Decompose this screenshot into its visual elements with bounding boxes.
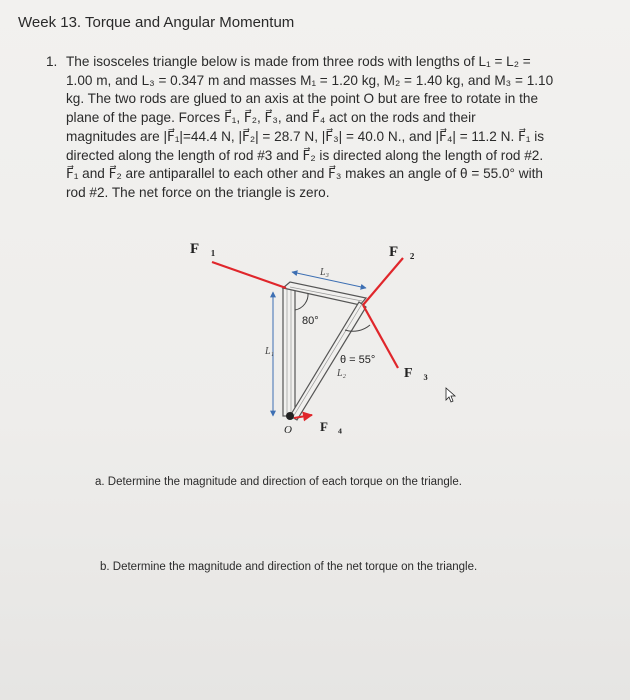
problem-line: directed along the length of rod #3 and F⃗₂ is directed along the length of rod #2. [66, 147, 544, 163]
problem-line: rod #2. The net force on the triangle is zero. [66, 184, 330, 200]
problem-line: kg. The two rods are glued to an axis at the point O but are free to rotate in the [66, 91, 539, 107]
label-l2: L₂ [337, 368, 347, 379]
force-f2-arrow [363, 258, 403, 305]
label-theta: θ = 55° [340, 354, 376, 366]
label-f3: F⃗₃ [404, 366, 428, 381]
problem-line: plane of the page. Forces F⃗₁, F⃗₂, F⃗₃, and F⃗₄ act on the rods and their [66, 110, 476, 126]
rod-1 [283, 288, 295, 416]
problem-line: F⃗₁ and F⃗₂ are antiparallel to each other and F⃗₃ makes an angle of θ = 55.0° with [66, 166, 543, 182]
label-f4: F⃗₄ [320, 419, 342, 434]
question-a: a. Determine the magnitude and direction of each torque on the triangle. [95, 476, 462, 488]
problem-number: 1. [46, 54, 58, 69]
label-angle-80: 80° [302, 315, 319, 327]
triangle-diagram [170, 230, 460, 450]
angle-arc-80 [295, 293, 308, 310]
problem-line: 1.00 m, and L₃ = 0.347 m and masses M₁ = 1.20 kg, M₂ = 1.40 kg, and M₃ = 1.10 [66, 72, 554, 88]
label-l1: L₁ [265, 346, 275, 357]
problem-line: The isosceles triangle below is made from three rods with lengths of L₁ = L₂ = [66, 54, 531, 69]
label-origin: O [284, 424, 292, 436]
label-l3: L₃ [320, 267, 330, 278]
mouse-cursor-icon [446, 388, 455, 402]
problem-line: magnitudes are |F⃗₁|=44.4 N, |F⃗₂| = 28.7 N, |F⃗₃| = 40.0 N., and |F⃗₄| = 11.2 N. F⃗₁ is [66, 128, 545, 144]
force-f1-arrow [212, 262, 286, 288]
pivot-point [286, 412, 294, 420]
label-f2: F⃗₂ [389, 244, 415, 260]
question-b: b. Determine the magnitude and direction of the net torque on the triangle. [100, 561, 478, 573]
problem-body [66, 53, 586, 203]
page-title: Week 13. Torque and Angular Momentum [18, 14, 295, 31]
problem-statement [46, 53, 586, 203]
label-f1: F⃗₁ [190, 241, 216, 257]
